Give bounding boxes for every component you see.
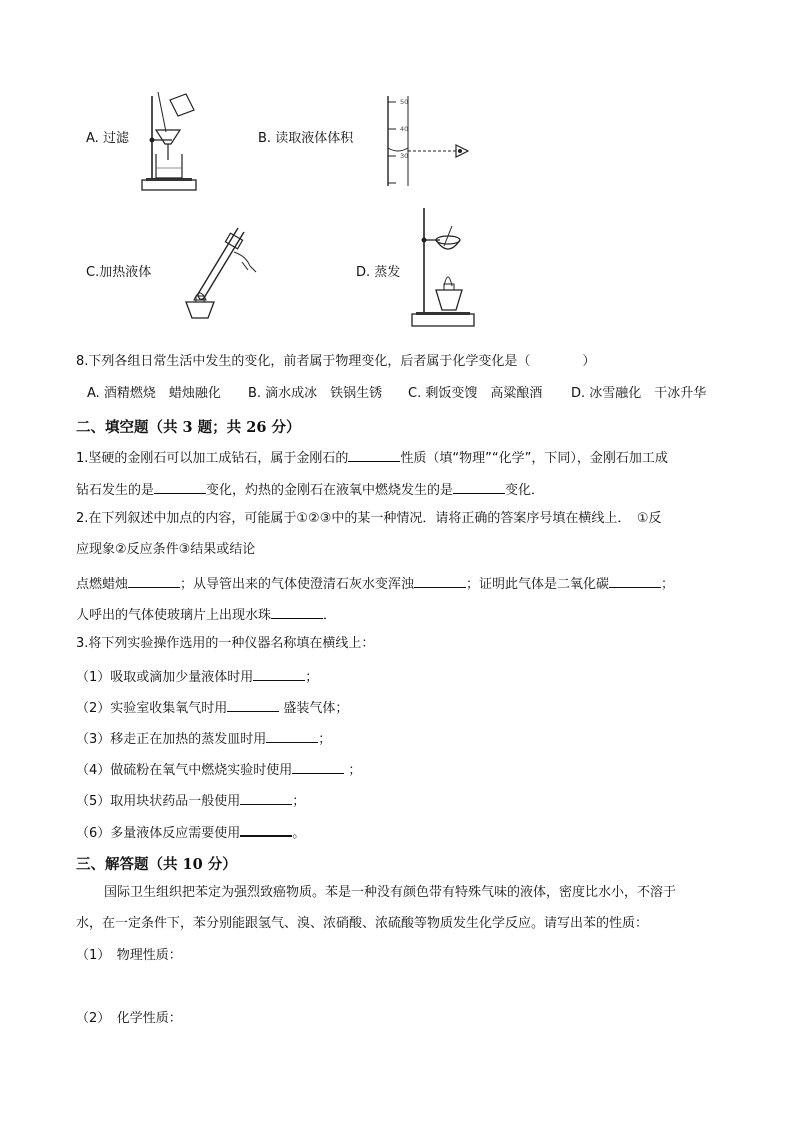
- answer-blank[interactable]: [227, 698, 279, 712]
- q8-option-a: A. 酒精燃烧 蜡烛融化: [87, 386, 221, 401]
- s3-sub1: （1） 物理性质：: [76, 948, 182, 963]
- answer-blank[interactable]: [253, 667, 305, 681]
- answer-blank[interactable]: [609, 574, 661, 588]
- s3-paragraph-line2: 水，在一定条件下，苯分别能跟氢气、溴、浓硝酸、浓硫酸等物质发生化学反应。请写出苯的性质：: [76, 916, 649, 931]
- filtration-figure: [138, 88, 200, 193]
- s2-q3-item-3: （3）移走正在加热的蒸发皿时用 ；: [76, 729, 331, 748]
- s2-q1-line1: 1.坚硬的金刚石可以加工成钻石，属于金刚石的 性质（填“物理”“化学”，下同），金刚石加工成: [76, 448, 668, 467]
- option-c-label: C.加热液体: [86, 265, 152, 280]
- scale-label-30: 30: [400, 152, 409, 160]
- option-a-label: A. 过滤: [86, 131, 129, 146]
- s2-q1-line2: 钻石发生的是 变化，灼热的金刚石在液氧中燃烧发生的是 变化．: [76, 480, 544, 499]
- section-3-title: 三、解答题（共 10 分）: [76, 856, 237, 873]
- section-2-title: 二、填空题（共 3 题；共 26 分）: [76, 419, 301, 436]
- s2-q3-item-5: （5）取用块状药品一般使用 ；: [76, 791, 305, 810]
- q8-stem: 8.下列各组日常生活中发生的变化，前者属于物理变化，后者属于化学变化是（ ）: [76, 354, 596, 369]
- option-b-label: B. 读取液体体积: [258, 131, 354, 146]
- answer-blank[interactable]: [154, 480, 206, 494]
- evaporation-figure: [410, 206, 476, 330]
- answer-blank[interactable]: [128, 574, 180, 588]
- answer-blank[interactable]: [292, 760, 344, 774]
- q8-option-d: D. 冰雪融化 干冰升华: [571, 386, 707, 401]
- answer-blank[interactable]: [453, 480, 505, 494]
- s2-q3-item-1: （1）吸取或滴加少量液体时用 ；: [76, 667, 318, 686]
- s2-q3-item-2: （2）实验室收集氧气时用 盛装气体；: [76, 698, 348, 717]
- q8-option-c: C. 剩饭变馊 高粱酿酒: [408, 386, 543, 401]
- s3-sub2: （2） 化学性质：: [76, 1011, 182, 1026]
- s2-q2-line1: 2.在下列叙述中加点的内容，可能属于①②③中的某一种情况．请将正确的答案序号填在横线上． ①反: [76, 511, 662, 526]
- s2-q2-line3: 点燃蜡烛 ；从导管出来的气体使澄清石灰水变浑浊 ；证明此气体是二氧化碳 ；: [76, 574, 674, 593]
- scale-label-50: 50: [400, 98, 409, 106]
- answer-blank[interactable]: [266, 729, 318, 743]
- s2-q2-line2: 应现象②反应条件③结果或结论: [76, 542, 256, 557]
- s3-paragraph-line1: 国际卫生组织把苯定为强烈致癌物质。苯是一种没有颜色带有特殊气味的液体，密度比水小，不溶于: [104, 885, 677, 900]
- scale-label-40: 40: [400, 125, 409, 133]
- option-d-label: D. 蒸发: [356, 265, 401, 280]
- s2-q3-stem: 3.将下列实验操作选用的一种仪器名称填在横线上：: [76, 636, 375, 651]
- heating-liquid-figure: [172, 222, 262, 320]
- s2-q2-line4: 人呼出的气体使玻璃片上出现水珠 ．: [76, 605, 336, 624]
- q8-option-b: B. 滴水成冰 铁锅生锈: [248, 386, 383, 401]
- s2-q3-item-4: （4）做硫粉在氧气中燃烧实验时使用 ；: [76, 760, 361, 779]
- answer-blank[interactable]: [271, 605, 323, 619]
- answer-blank[interactable]: [414, 574, 466, 588]
- cylinder-reading-figure: [370, 94, 470, 189]
- answer-blank[interactable]: [348, 448, 400, 462]
- s2-q3-item-6: （6）多量液体反应需要使用 。: [76, 822, 305, 842]
- answer-blank[interactable]: [240, 822, 292, 837]
- answer-blank[interactable]: [240, 791, 292, 805]
